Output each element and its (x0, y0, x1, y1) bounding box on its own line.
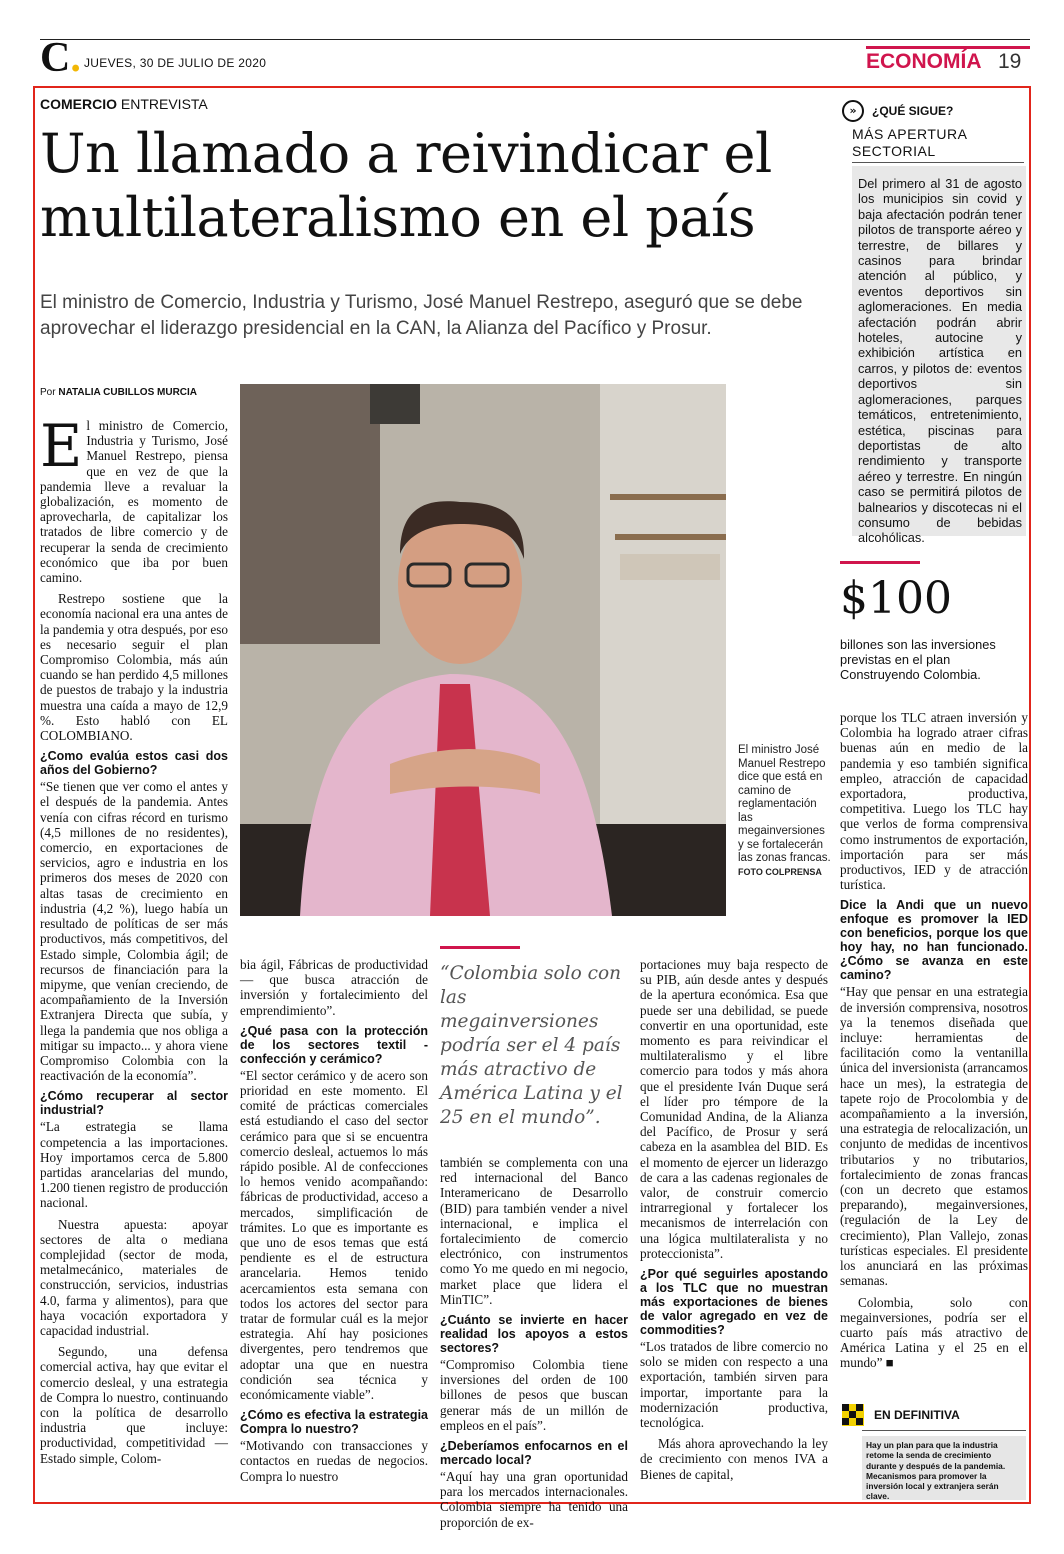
que-sigue-rule (852, 162, 1024, 163)
interview-answer: “La estrategia se llama competencia a las importaciones. Hoy importamos cerca de 5.800 partidas arancelarias del mundo, 1.200 tienen registro de producción nacional. (40, 1119, 228, 1211)
interview-answer: “El sector cerámico y de acero son prioridad en este momento. El comité de prácticas comerciales está estudiando el caso del sector cerámico para que si se encuentra comercio desleal, actuemos lo más rápido posible. Al de confecciones lo hemos venido acompañando: fábricas de productividad, acceso a mercados, simplificación de trámites. Lo que es importante es que uno de esos temas que está pendiente es el de estructura arancelaria. Hemos tenido acercamientos esta semana con todos los actores del sector para tratar de formular cuál es la mejor estrategia. Ahí hay posiciones divergentes, pero tendremos que adoptar una que en nuestra condición sea técnica y económicamente viable”. (240, 1067, 428, 1403)
article-column-4 (640, 957, 828, 1488)
paragraph: Segundo, una defensa comercial activa, hay que evitar el comercio desleal, y una estrategia de Compra lo nuestro, continuando con la política de desarrollo industria que incluye: productividad, competitividad —Estado simple, Colom- (40, 1344, 228, 1466)
checkered-icon (842, 1404, 864, 1426)
en-definitiva-body: Hay un plan para que la industria retome la senda de crecimiento durante y después de la pandemia. Mecanismos para promover la inversión local y extranjera serán clave. (866, 1440, 1006, 1502)
article-column-2 (240, 957, 428, 1490)
interview-answer: “Se tienen que ver como el antes y el después de la pandemia. Antes venía con cifras récord en turismo (4,5 millones de no residentes), comercio, en exportaciones de servicios, agro e industria en los primeros dos meses de 2020 con altas tasas de crecimiento en industria (4,2 %), luego había un resultado de políticas de ser más productivos, más competitivos, del Estado simple, Colombia ágil; de recursos de financiación para la mipyme, que venían creciendo, de acompañamiento de la Inversión Extranjera Directa que subía, y llega la pandemia que nos obliga a mitigar su impacto... y ahora viene Compromiso Colombia con la reactivación de la economía”. (40, 779, 228, 1084)
interview-answer: “Los tratados de libre comercio no solo se miden con respecto a una exportación, también sirven para importar, importante para la modernización productiva, tecnológica. (640, 1339, 828, 1431)
paragraph: también se complementa con una red internacional del Banco Interamericano de Desarrollo (BID) para también vender a nivel internacional, e implica el fortalecimiento de comercio electrónico, con instrumentos como Yo me quedo en mi negocio, market place que lidera el MinTIC”. (440, 1155, 628, 1307)
paragraph: bia ágil, Fábricas de productividad— que busca atracción de inversión y fortalecimiento del emprendimiento”. (240, 957, 428, 1018)
header-rule (40, 39, 1030, 40)
que-sigue-subtitle: MÁS APERTURA SECTORIAL (852, 126, 967, 159)
issue-date: JUEVES, 30 DE JULIO DE 2020 (84, 56, 267, 70)
article-column-5 (840, 710, 1028, 1377)
interview-question: ¿Cómo es efectiva la estrategia Compra lo nuestro? (240, 1408, 428, 1437)
pull-quote: “Colombia solo con las megainversiones podría ser el 4 país más atractivo de América Latina y el 25 en el mundo”. (440, 963, 623, 1128)
big-number: $100 (840, 573, 952, 624)
paragraph: Más ahora aprovechando la ley de crecimiento con menos IVA a Bienes de capital, (640, 1436, 828, 1482)
photo-credit: FOTO COLPRENSA (738, 866, 822, 877)
section-accent-bar (866, 46, 1030, 49)
interview-answer: “Hay que pensar en una estrategia de inversión comprensiva, nosotros ya la tenemos diseñada que incluye: herramientas de facilitación como la ventanilla única del inversionista (arrancamos hace un mes), la estrategia de tapete rojo de Procolombia y de acompañamiento a la inversión, una estrategia de relocalización, un conjunto de medidas de incentivos tributarios y no tributarios, fortalecimiento de zonas francas (con un decreto que estamos preparando), megainversiones, (regulación de la Ley de crecimiento), Plan Vallejo, zonas turísticas especiales. El presidente los anunciará en las próximas semanas. (840, 984, 1028, 1289)
article-column-1 (40, 412, 228, 1472)
photo-caption: El ministro José Manuel Restrepo dice que está en camino de reglamentación las megainversiones y se fortalecerán las zonas francas. FOTO COLPRENSA (738, 744, 831, 877)
minister-photo (240, 384, 726, 916)
interview-question: ¿Como evalúa estos casi dos años del Gobierno? (40, 749, 228, 778)
article-deck: El ministro de Comercio, Industria y Turismo, José Manuel Restrepo, aseguró que se debe aprovechar el liderazgo presidencial en la CAN, la Alianza del Pacífico y Prosur. (40, 292, 803, 339)
que-sigue-body: Del primero al 31 de agosto los municipios sin covid y baja afectación podrán tener pilotos de transporte aéreo y terrestre, de billares y casinos para brindar atención al público, y eventos deportivos sin aglomeraciones. En media afectación podrán abrir hoteles, autocine y exhibición artística en carros, y pilotos de: eventos deportivos sin aglomeraciones, parques temáticos, entretenimiento, estética, piscinas para deportistas de alto rendimiento y transporte aéreo y terrestre. En ningún caso se permitirá pilotos de balnearios y discotecas ni el consumo de bebidas alcohólicas. (858, 176, 1022, 546)
paragraph: porque los TLC atraen inversión y Colombia ha logrado atraer cifras buenas aún en medio de la pandemia y eso también significa empleo, atracción de capacidad exportadora, productiva, competitiva. Luego los TLC hay que verlos de forma comprensiva como instrumentos de exportación, importación para ser más productivos, IED y de atracción turística. (840, 710, 1028, 893)
drop-cap: E (40, 412, 83, 480)
quote-accent-bar (440, 946, 520, 949)
interview-question: Dice la Andi que un nuevo enfoque es promover la IED con beneficios, porque los que hoy hay, no han funcionado. ¿Cómo se avanza en este camino? (840, 898, 1028, 983)
en-definitiva-rule (862, 1430, 1026, 1431)
big-number-accent-bar (840, 561, 920, 564)
paragraph: portaciones muy baja respecto de su PIB, aún desde antes y después de la apertura económica. Esa que puede ser una debilidad, se puede convertir en una oportunidad, este momento es para reivindicar el multilateralismo y el libre comercio para todos y más ahora que el presidente Iván Duque será el líder pro témpore de la Comunidad Andina, de la Alianza del Pacífico, de Prosur y será cabeza en la asamblea del BID. Es el momento de ejercer un liderazgo de cara a las cadenas regionales de valor, de construir comercio intrarregional y fortalecer los mecanismos de interrelación con una lógica multilateralista y no proteccionista”. (640, 957, 828, 1261)
interview-answer: “Compromiso Colombia tiene inversiones del orden de 100 billones de pesos que buscan generar más de un millón de empleos en el país”. (440, 1357, 628, 1433)
article-kicker: COMERCIO ENTREVISTA (40, 96, 208, 112)
interview-question: ¿Qué pasa con la protección de los sectores textil - confección y cerámico? (240, 1023, 428, 1066)
lead-paragraph: El ministro de Comercio, Industria y Turismo, José Manuel Restrepo, piensa que en vez de que la pandemia lleve a revaluar la globalización, es momento de aprovecharla, de capitalizar los tratados de libre comercio y de recuperar la senda de crecimiento económico que iba por buen camino. (40, 412, 228, 586)
paragraph: Restrepo sostiene que la economía nacional era una antes de la pandemia y otra después, por eso es necesario seguir el plan Compromiso Colombia, más aún cuando se han perdido 4,5 millones de puestos de trabajo y la industria muestra una caída a mayo de 12,9 %. Esto habló con EL COLOMBIANO. (40, 591, 228, 744)
double-chevron-icon: » (842, 100, 864, 122)
article-headline: Un llamado a reivindicar el multilateralismo en el país (40, 122, 772, 249)
big-number-text: billones son las inversiones previstas en el plan Construyendo Colombia. (840, 637, 996, 682)
article-column-3 (440, 1155, 628, 1536)
interview-answer: “Motivando con transacciones y contactos en ruedas de negocios. Compra lo nuestro (240, 1438, 428, 1484)
interview-answer: “Aquí hay una gran oportunidad para los mercados internacionales. Colombia siempre ha tenido una proporción de ex- (440, 1469, 628, 1530)
interview-question: ¿Cuánto se invierte en hacer realidad los apoyos a estos sectores? (440, 1313, 628, 1356)
paragraph: Nuestra apuesta: apoyar sectores de alta o mediana complejidad (sector de moda, metalmecánico, materiales de construcción, servicios, industrias 4.0, farma y alimentos), para que haya vocación exportadora y capacidad industrial. (40, 1216, 228, 1338)
interview-question: ¿Por qué seguirles apostando a los TLC que no muestran más exportaciones de bienes de valor agregado en vez de commodities? (640, 1267, 828, 1338)
interview-question: ¿Deberíamos enfocarnos en el mercado local? (440, 1439, 628, 1468)
interview-question: ¿Cómo recuperar al sector industrial? (40, 1089, 228, 1118)
byline: Por NATALIA CUBILLOS MURCIA (40, 387, 198, 398)
section-name: ECONOMÍA (866, 50, 982, 73)
que-sigue-title: ¿QUÉ SIGUE? (872, 104, 954, 118)
newspaper-logo: C. (40, 35, 81, 81)
en-definitiva-title: EN DEFINITIVA (874, 1408, 960, 1422)
page-number: 19 (998, 50, 1022, 73)
paragraph: Colombia, solo con megainversiones, podría ser el cuarto país más atractivo de América Latina y el 25 en el mundo” ■ (840, 1294, 1028, 1371)
